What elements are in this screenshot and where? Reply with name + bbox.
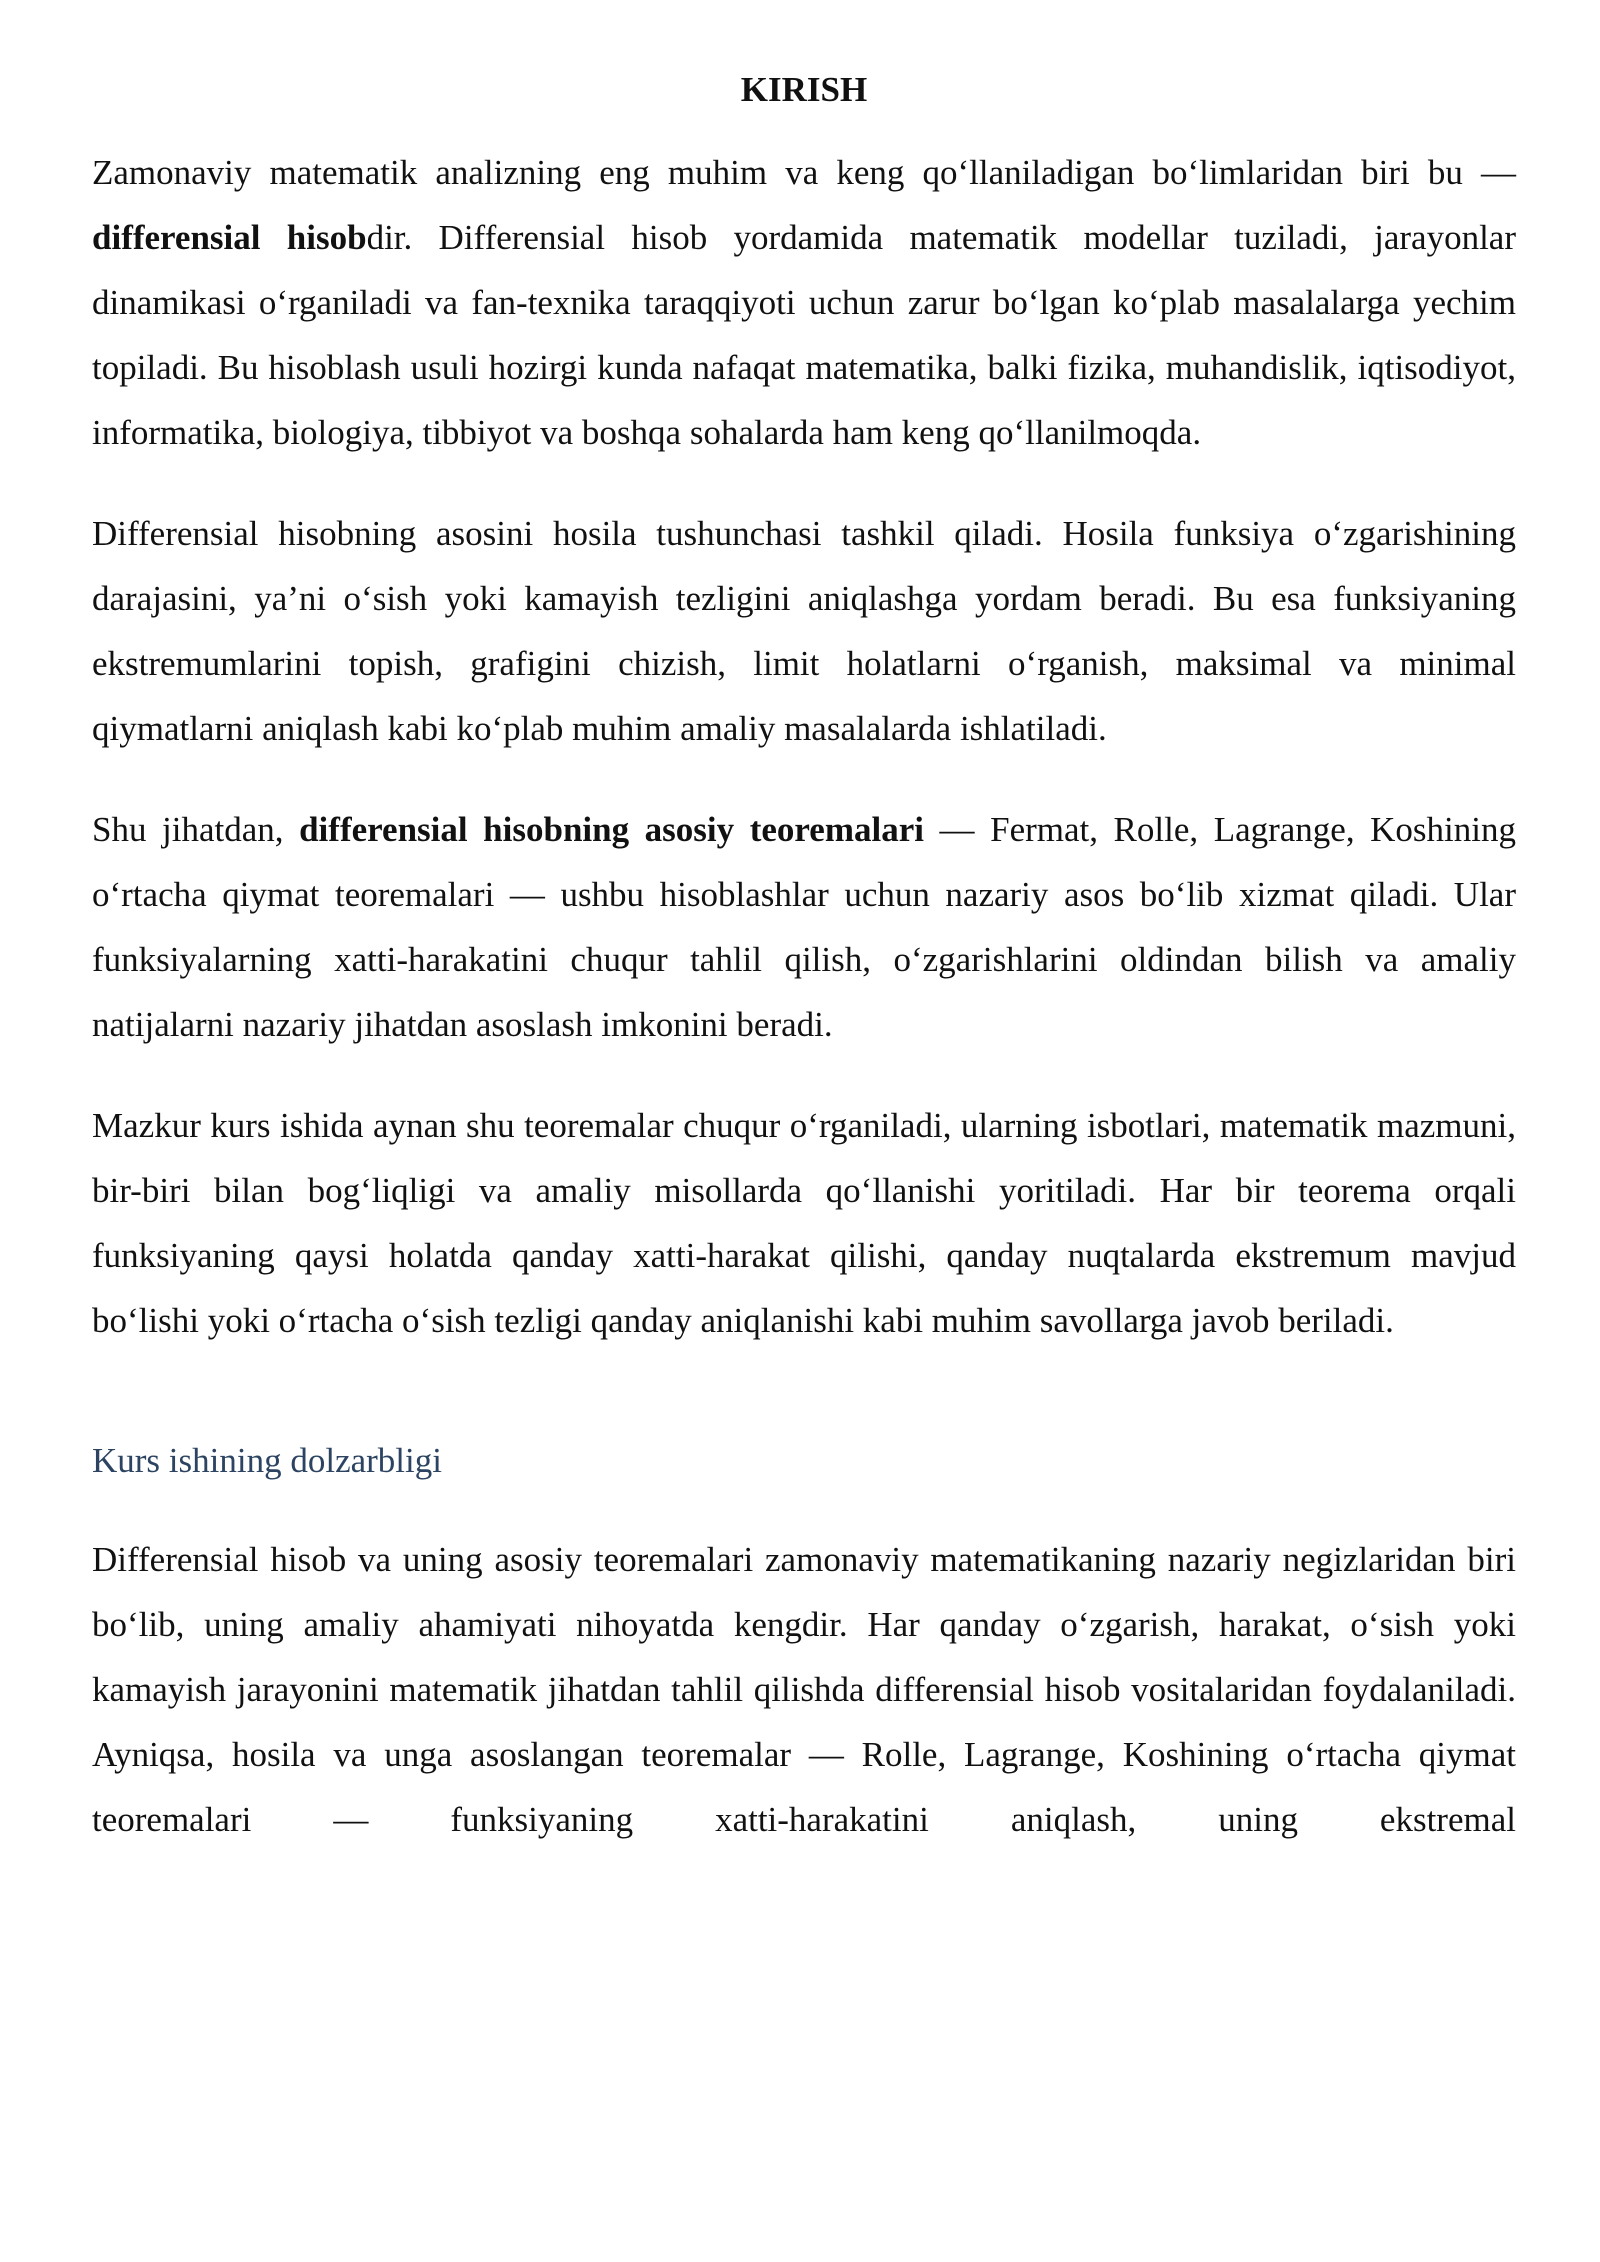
paragraph-course-work: Mazkur kurs ishida aynan shu teoremalar chuqur o‘rganiladi, ularning isbotlari, matematik mazmuni, bir-biri bilan bog‘liqligi va amaliy misollarda qo‘llanishi yoritiladi. Har bir teorema orqali funksiyaning qaysi holatda qanday xatti-harakat qilishi, qanday nuqtalarda ekstremum mavjud bo‘lishi yoki o‘rtacha o‘sish tezligi qanday aniqlanishi kabi muhim savollarga javob beriladi.: [92, 1106, 1516, 1340]
document-page: [92, 60, 1516, 1888]
paragraph-theorems: [92, 797, 1516, 1057]
paragraph-intro-text-start: Zamonaviy matematik analizning eng muhim va keng qo‘llaniladigan bo‘limlaridan biri bu —: [92, 153, 1516, 192]
paragraph-intro-bold-term: differensial hisob: [92, 218, 367, 257]
paragraph-derivative: Differensial hisobning asosini hosila tushunchasi tashkil qiladi. Hosila funksiya o‘zgarishining darajasini, ya’ni o‘sish yoki kamayish tezligini aniqlashga yordam beradi. Bu esa funksiyaning ekstremumlarini topish, grafigini chizish, limit holatlarni o‘rganish, maksimal va minimal qiymatlarni aniqlash kabi ko‘plab muhim amaliy masalalarda ishlatiladi.: [92, 514, 1516, 748]
paragraph-intro-text-end: dir. Differensial hisob yordamida matematik modellar tuziladi, jarayonlar dinamikasi o‘rganiladi va fan-texnika taraqqiyoti uchun zarur bo‘lgan ko‘plab masalalarga yechim topiladi. Bu hisoblash usuli hozirgi kunda nafaqat matematika, balki fizika, muhandislik, iqtisodiyot, informatika, biologiya, tibbiyot va boshqa sohalarda ham keng qo‘llanilmoqda.: [92, 218, 1516, 452]
page-title: KIRISH: [740, 70, 868, 109]
paragraph-theorems-text-start: Shu jihatdan,: [92, 810, 300, 849]
paragraph-theorems-bold-term: differensial hisobning asosiy teoremalari: [299, 810, 924, 849]
section-heading-relevance: Kurs ishining dolzarbligi: [92, 1441, 442, 1480]
paragraph-theorems-text-end: — Fermat, Rolle, Lagrange, Koshining o‘rtacha qiymat teoremalari — ushbu hisoblashlar uchun nazariy asos bo‘lib xizmat qiladi. Ular funksiyalarning xatti-harakatini chuqur tahlil qilish, o‘zgarishlarini oldindan bilish va amaliy natijalarni nazariy jihatdan asoslash imkonini beradi.: [92, 810, 1516, 1044]
paragraph-intro: [92, 140, 1516, 465]
paragraph-relevance: Differensial hisob va uning asosiy teoremalari zamonaviy matematikaning nazariy negizlaridan biri bo‘lib, uning amaliy ahamiyati nihoyatda kengdir. Har qanday o‘zgarish, harakat, o‘sish yoki kamayish jarayonini matematik jihatdan tahlil qilishda differensial hisob vositalaridan foydalaniladi. Ayniqsa, hosila va unga asoslangan teoremalar — Rolle, Lagrange, Koshining o‘rtacha qiymat teoremalari — funksiyaning xatti-harakatini aniqlash, uning ekstremal: [92, 1540, 1516, 1839]
